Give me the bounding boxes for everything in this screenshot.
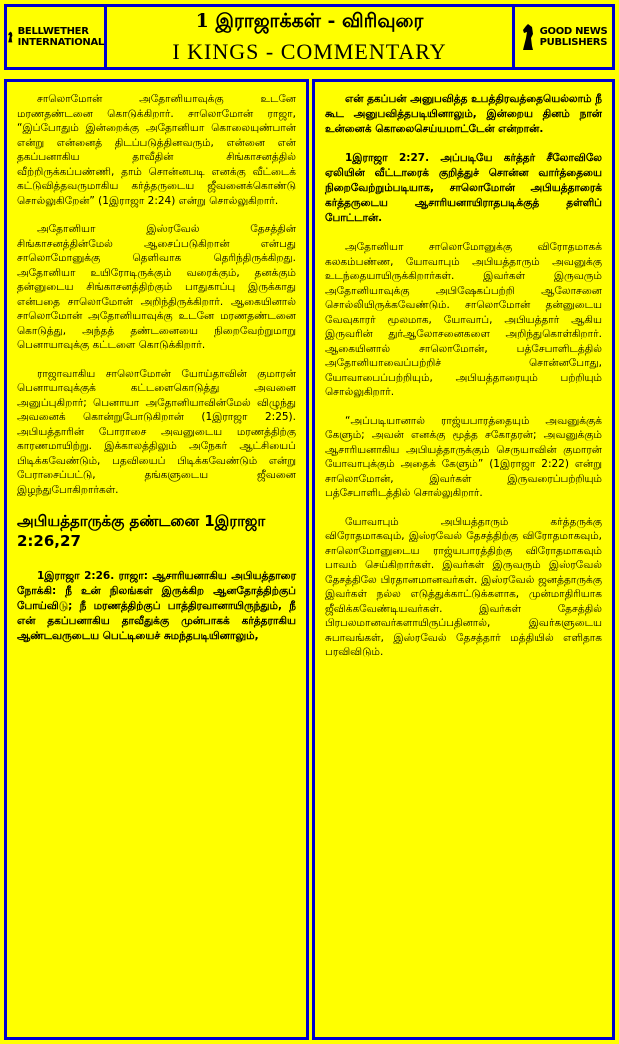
paragraph: அதோனியா சாலொமோனுக்கு விரோதமாகக் கலகம்பண்ண, யோவாபும் அபியத்தாரும் அவனுக்கு உடந்தையாயிருக்கிறார்கள். இவர்கள் இருவரும் அதோனியாவுக்கு அபிஷேகப்பற்றி ஆலோசனை சொல்லியிருக்கவேண்டும். சாலொமோன் தன்னுடைய வேவுகாரர் மூலமாக, யோவாப், அபியத்தார் ஆகிய இருவரின் துர்ஆலோசனைகளை அறிந்துகொள்கிறார். ஆகையினால் சாலொமோன், பத்சேபாளிடத்தில் அதோனியாவைப்பற்றிச் சொன்னபோது, யோவாபைப்பற்றியும், அபியத்தாரையும் பற்றியும் சொல்லுகிறார். xyxy=(325,241,602,398)
paragraph: சாலொமோன் அதோனியாவுக்கு உடனே மரணதண்டனை கொடுக்கிறார். சாலொமோன் ராஜா, “இப்போதும் இன்றைக்கு அதோனியா கொலையுண்பான் என்று என்னைத் திடப்படுத்தினவரும், என்னை என் தகப்பனாகிய தாவீதின் சிங்காசனத்தில் வீற்றிருக்கப்பண்ணி, தாம் சொன்னபடி எனக்கு வீட்டைக் கட்டுவித்தவருமாகிய கர்த்தருடைய ஜீவனைக்கொண்டு சொல்லுகிறேன்” (1இராஜா 2:24) என்று சொல்லுகிறார். xyxy=(17,93,296,207)
chess-knight-icon xyxy=(520,22,536,52)
page-header xyxy=(4,4,615,70)
logo-left-line2: INTERNATIONAL xyxy=(17,37,104,48)
good-news-logo xyxy=(512,7,612,67)
logo-right-line1: GOOD NEWS xyxy=(539,26,608,37)
section-heading: அபியத்தாருக்கு தண்டனை 1இராஜா 2:26,27 xyxy=(17,512,266,550)
paragraph: ராஜாவாகிய சாலொமோன் யோய்தாவின் குமாரன் பெனாயாவுக்குக் கட்டளைகொடுத்து அவனை அனுப்புகிறார்; பெனாயா அதோனியாவின்மேல் விழுந்து அவனைக் கொன்றுபோடுகிறான் (1இராஜா 2:25). அபியத்தாரின் போராசை அவனுடைய மரணத்திற்கு காரணமாயிற்று. இக்காலத்திலும் அநேகர் ஆட்சியைப் பிடிக்கவேண்டும், பதவியைப் பிடிக்கவேண்டும் என்று பேராசைப்பட்டு, தங்களுடைய ஜீவனை இழந்துபோகிறார்கள். xyxy=(17,367,296,496)
logo-right-line2: PUBLISHERS xyxy=(539,37,608,48)
bellwether-logo xyxy=(7,7,107,67)
title-tamil: 1 இராஜாக்கள் - விரிவுரை xyxy=(195,9,424,32)
chess-knight-icon xyxy=(7,22,14,52)
scripture-paragraph: என் தகப்பன் அனுபவித்த உபத்திரவத்தையெல்லாம் நீ கூட அனுபவித்தபடியினாலும், இன்றைய தினம் நான் உன்னைக் கொலைசெய்யமாட்டேன் என்றான். xyxy=(325,93,602,135)
paragraph: அதோனியா இஸ்ரவேல் தேசத்தின் சிங்காசனத்தின்மேல் ஆசைப்படுகிறான் என்பது சாலொமோனுக்கு தெளிவாக தெரிந்திருக்கிறது. அதோனியா உயிரோடிருக்கும் வரைக்கும், தனக்கும் தன்னுடைய சிங்காசனத்திற்கும் பாதுகாப்பு இருக்காது என்பதை சாலொமோன் அறிந்திருக்கிறார். ஆகையினால் சாலொமோன் அதோனியாவுக்கு உடனே மரணதண்டனை கொடுத்து, அந்தத் தண்டனையை நிறைவேற்றுமாறு பெனாயாவுக்கு கட்டளை கொடுக்கிறார். xyxy=(17,223,296,351)
right-column xyxy=(312,79,615,1040)
scripture-paragraph: 1இராஜா 2:26. ராஜா: ஆசாரியனாகிய அபியத்தாரை நோக்கி: நீ உன் நிலங்கள் இருக்கிற ஆனதோத்திற்குப் போய்விடு; நீ மரணத்திற்குப் பாத்திரவானாயிருந்தும், நீ என் தகப்பனாகிய தாவீதுக்கு முன்பாகக் கர்த்தராகிய ஆண்டவருடைய பெட்டியைச் சுமந்தபடியினாலும், xyxy=(17,570,296,642)
logo-left-line1: BELLWETHER xyxy=(17,26,89,37)
page-title xyxy=(107,7,512,67)
paragraph: யோவாபும் அபியத்தாரும் கர்த்தருக்கு விரோதமாகவும், இஸ்ரவேல் தேசத்திற்கு விரோதமாகவும், சாலொமோனுடைய ராஜ்யபாரத்திற்கு விரோதமாகவும் பாவம் செய்கிறார்கள். இவர்கள் இருவரும் இஸ்ரவேல் தேசத்திலே பிரதானமானவர்கள். இஸ்ரவேல் ஜனத்தாருக்கு இவர்கள் நல்ல எடுத்துக்காட்டுக்களாக, முன்மாதிரியாக ஜீவிக்கவேண்டியவர்கள். இவர்கள் தேசத்தில் பிரபலமானவர்களாயிருப்பதினால், இவர்களுடைய சுபாவங்கள், இஸ்ரவேல் தேசத்தார் மத்தியில் எளிதாக பரவிவிடும். xyxy=(325,515,602,658)
title-english: I KINGS - COMMENTARY xyxy=(172,38,447,64)
left-column xyxy=(4,79,309,1040)
paragraph: “அப்படியானால் ராஜ்யபாரத்தையும் அவனுக்குக் கேளும்; அவன் எனக்கு மூத்த சகோதரன்; அவனுக்கும் ஆசாரியனாகிய அபியத்தாருக்கும் செருயாவின் குமாரன் யோவாபுக்கும் அதைக் கேளும்” (1இராஜா 2:22) என்று சாலொமோன், இவர்கள் இருவரைப்பற்றியும் பத்சேபாளிடத்தில் சொல்லுகிறார். xyxy=(325,414,602,499)
scripture-paragraph: 1இராஜா 2:27. அப்படியே கர்த்தர் சீலோவிலே ஏலியின் வீட்டாரைக் குறித்துச் சொன்ன வார்த்தையை நிறைவேற்றும்படியாக, சாலொமோன் அபியத்தாரைக் கர்த்தருடைய ஆசாரியனாயிராதபடிக்குத் தள்ளிப் போட்டான். xyxy=(325,152,602,224)
